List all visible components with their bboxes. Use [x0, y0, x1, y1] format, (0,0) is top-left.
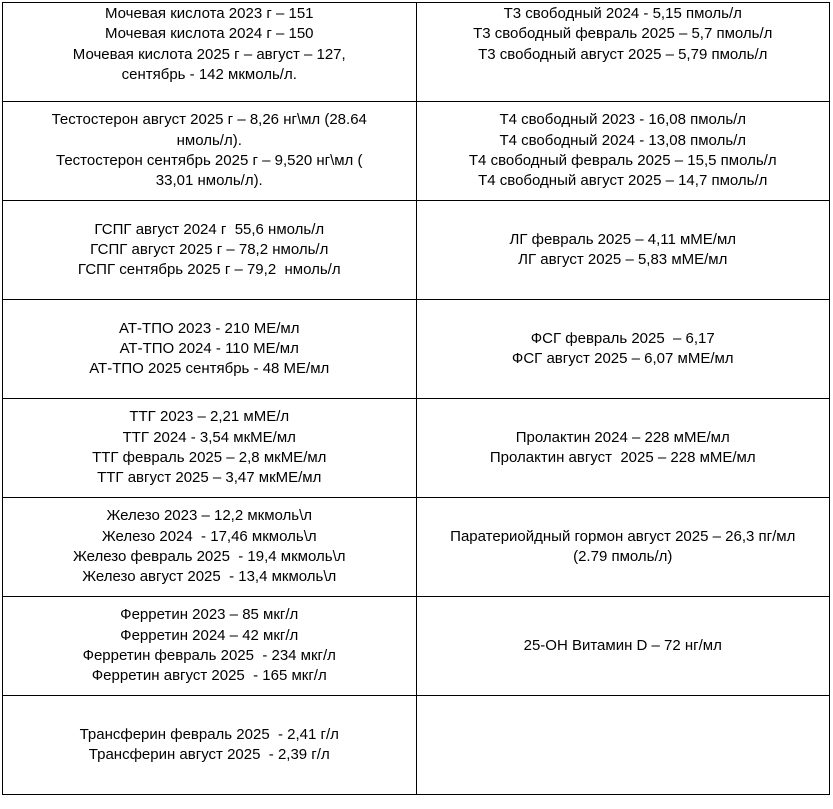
result-line: Ферретин 2023 – 85 мкг/л	[120, 606, 299, 624]
result-line: ФСГ февраль 2025 – 6,17	[530, 329, 715, 347]
table-cell-left	[3, 696, 417, 795]
result-line: Т4 свободный август 2025 – 14,7 пмоль/л	[478, 172, 768, 190]
result-line: ТТГ 2024 - 3,54 мкМЕ/мл	[122, 428, 296, 446]
table-cell-left	[3, 399, 417, 498]
result-line: Т4 свободный 2023 - 16,08 пмоль/л	[499, 111, 747, 129]
result-line: Т3 свободный август 2025 – 5,79 пмоль/л	[478, 45, 768, 63]
result-line: Железо 2023 – 12,2 мкмоль\л	[106, 507, 313, 525]
result-line: Железо 2024 - 17,46 мкмоль\л	[101, 527, 317, 545]
result-line: Железо февраль 2025 - 19,4 мкмоль\л	[73, 548, 346, 565]
table-cell-left	[3, 498, 417, 597]
table-cell-left	[3, 300, 417, 399]
result-line: АТ-ТПО 2023 - 210 МЕ/мл	[119, 319, 300, 337]
result-line: ТТГ февраль 2025 – 2,8 мкМЕ/мл	[92, 449, 327, 466]
result-line: ТТГ 2023 – 2,21 мМЕ/л	[129, 408, 290, 426]
result-line: Трансферин февраль 2025 - 2,41 г/л	[79, 725, 339, 743]
result-line: ЛГ август 2025 – 5,83 мМЕ/мл	[518, 251, 728, 268]
result-line: ФСГ август 2025 – 6,07 мМЕ/мл	[511, 350, 734, 367]
result-line: ГСПГ август 2024 г 55,6 нмоль/л	[94, 220, 325, 238]
table-row	[3, 201, 830, 300]
result-line: Тестостерон август 2025 г – 8,26 нг\мл (28.64	[51, 111, 367, 129]
table-row	[3, 498, 830, 597]
result-line: Железо август 2025 - 13,4 мкмоль\л	[82, 568, 337, 586]
result-line: сентябрь - 142 мкмоль/л.	[121, 65, 297, 83]
result-line: Т4 свободный 2024 - 13,08 пмоль/л	[499, 131, 747, 149]
result-line: Мочевая кислота 2025 г – август – 127,	[72, 45, 346, 63]
table-cell-left	[3, 201, 417, 300]
result-line: Пролактин август 2025 – 228 мМЕ/мл	[489, 449, 756, 466]
result-line: АТ-ТПО 2025 сентябрь - 48 МЕ/мл	[89, 360, 330, 378]
table-cell-right	[416, 300, 830, 399]
result-line: Пролактин 2024 – 228 мМЕ/мл	[515, 428, 730, 446]
result-line: ГСПГ август 2025 г – 78,2 нмоль/л	[90, 240, 329, 258]
result-line: Ферретин февраль 2025 - 234 мкг/л	[82, 647, 336, 664]
table-row	[3, 102, 830, 201]
table-cell-left	[3, 3, 417, 102]
result-line: ЛГ февраль 2025 – 4,11 мМЕ/мл	[509, 230, 737, 248]
table-cell-right	[416, 597, 830, 696]
table-cell-left	[3, 597, 417, 696]
table-row	[3, 399, 830, 498]
lab-results-table	[2, 2, 830, 795]
result-line: 33,01 нмоль/л).	[155, 172, 263, 190]
result-line: Мочевая кислота 2024 г – 150	[104, 25, 314, 43]
result-line: Ферретин 2024 – 42 мкг/л	[120, 626, 299, 644]
table-cell-right	[416, 102, 830, 201]
table-cell-left	[3, 102, 417, 201]
table-row	[3, 3, 830, 102]
table-cell-right	[416, 498, 830, 597]
result-line: Ферретин август 2025 - 165 мкг/л	[91, 667, 327, 685]
table-cell-right	[416, 201, 830, 300]
result-line: Т3 свободный 2024 - 5,15 пмоль/л	[503, 5, 742, 22]
result-line: нмоль/л).	[176, 131, 242, 149]
result-line: (2.79 пмоль/л)	[573, 548, 673, 565]
result-line: ТТГ август 2025 – 3,47 мкМЕ/мл	[97, 469, 322, 487]
table-cell-right	[416, 399, 830, 498]
lab-results-body	[3, 3, 830, 795]
result-line: Паратериойдный гормон август 2025 – 26,3 пг/мл	[450, 527, 796, 545]
table-cell-right-empty	[416, 696, 830, 795]
result-line: АТ-ТПО 2024 - 110 МЕ/мл	[119, 339, 299, 357]
result-line: Трансферин август 2025 - 2,39 г/л	[88, 746, 330, 763]
table-row	[3, 300, 830, 399]
result-line: 25-ОН Витамин D – 72 нг/мл	[523, 636, 722, 654]
result-line: Т3 свободный февраль 2025 – 5,7 пмоль/л	[473, 25, 773, 43]
result-line: Тестостерон сентябрь 2025 г – 9,520 нг\мл (	[56, 152, 363, 169]
table-row	[3, 597, 830, 696]
table-cell-right	[416, 3, 830, 102]
result-line: Мочевая кислота 2023 г – 151	[104, 5, 314, 22]
result-line: ГСПГ сентябрь 2025 г – 79,2 нмоль/л	[77, 261, 341, 279]
table-row	[3, 696, 830, 795]
result-line: Т4 свободный февраль 2025 – 15,5 пмоль/л	[468, 152, 777, 169]
